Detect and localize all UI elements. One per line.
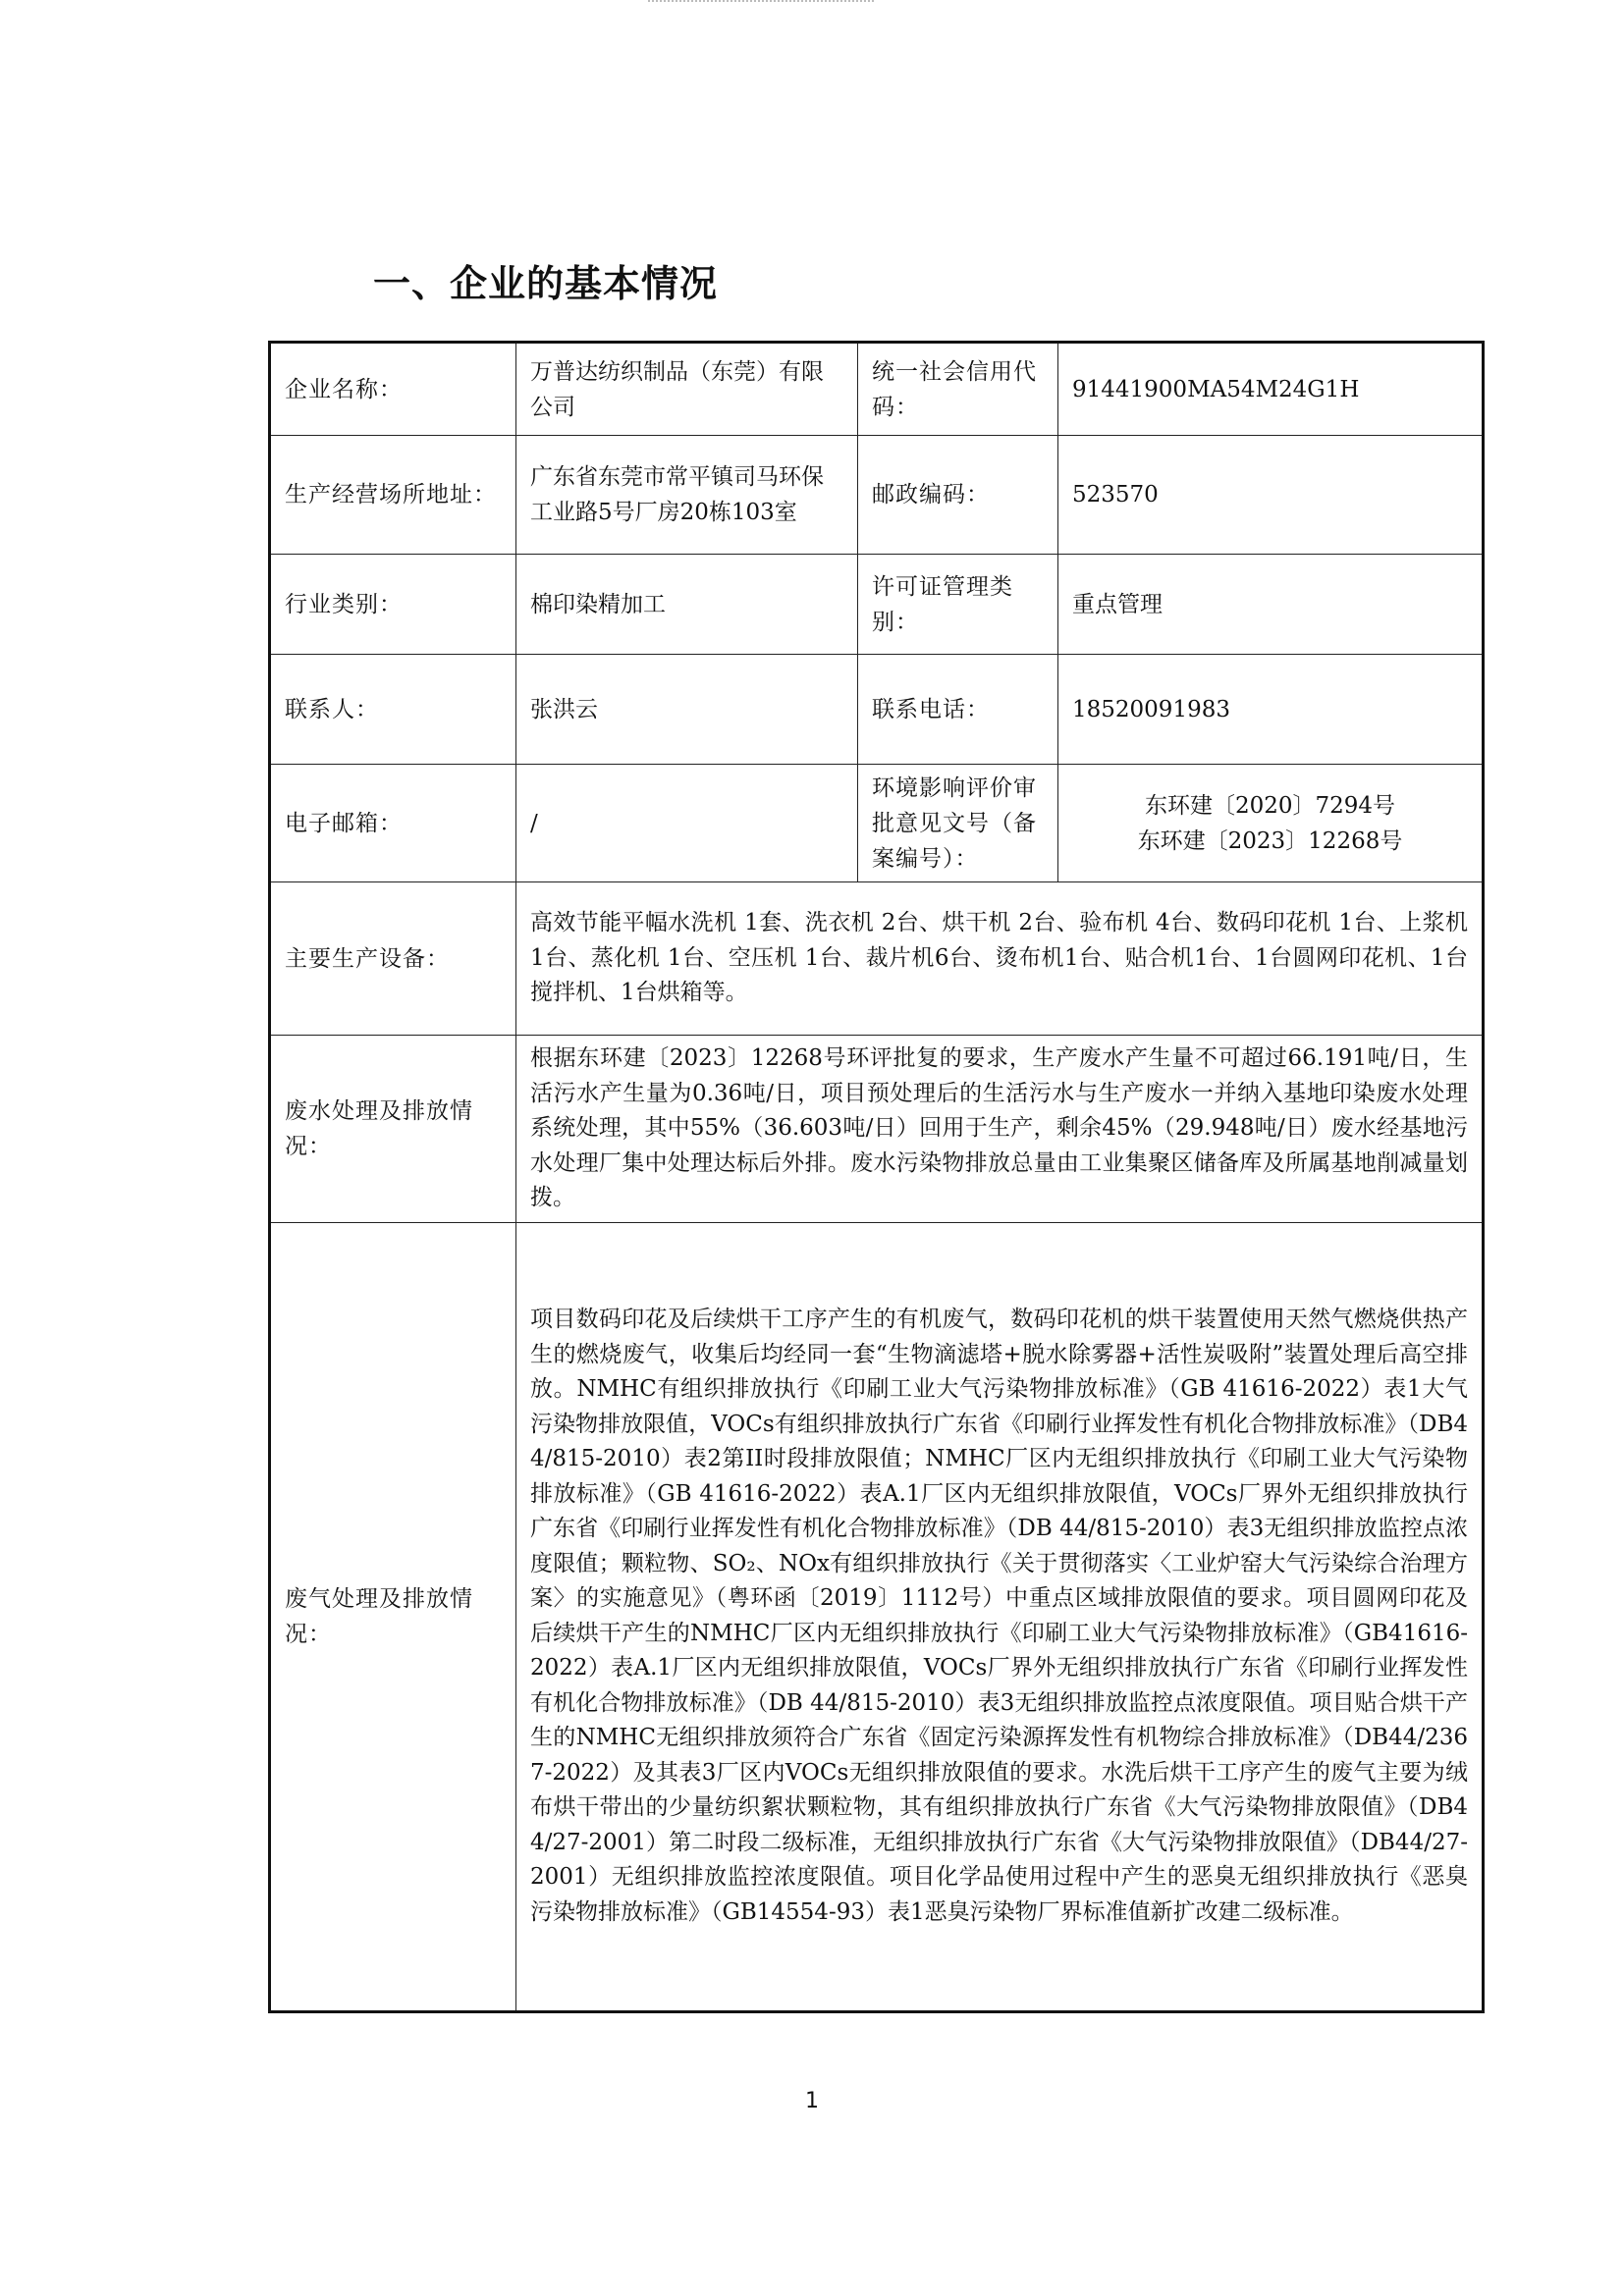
credit-code-label: 统一社会信用代码： (858, 343, 1058, 436)
eia-approval-value (1058, 765, 1484, 882)
row-address (270, 436, 1484, 555)
industry-label: 行业类别： (270, 555, 516, 655)
phone-label: 联系电话： (858, 655, 1058, 765)
row-company-name (270, 343, 1484, 436)
waste-gas-label: 废气处理及排放情况： (270, 1222, 516, 2011)
phone-value: 18520091983 (1058, 655, 1484, 765)
waste-gas-value: 项目数码印花及后续烘干工序产生的有机废气，数码印花机的烘干装置使用天然气燃烧供热产生的燃烧废气，收集后均经同一套“生物滴滤塔+脱水除雾器+活性炭吸附”装置处理后高空排放。NMHC有组织排放执行《印刷工业大气污染物排放标准》（GB 41616-2022）表1大气污染物排放限值，VOCs有组织排放执行广东省《印刷行业挥发性有机化合物排放标准》（DB44/815-2010）表2第II时段排放限值；NMHC厂区内无组织排放执行《印刷工业大气污染物排放标准》（GB 41616-2022）表A.1厂区内无组织排放限值，VOCs厂界外无组织排放执行广东省《印刷行业挥发性有机化合物排放标准》（DB 44/815-2010）表3无组织排放监控点浓度限值；颗粒物、SO₂、NOx有组织排放执行《关于贯彻落实〈工业炉窑大气污染综合治理方案〉的实施意见》（粤环函〔2019〕1112号）中重点区域排放限值的要求。项目圆网印花及后续烘干产生的NMHC厂区内无组织排放执行《印刷工业大气污染物排放标准》（GB41616-2022）表A.1厂区内无组织排放限值，VOCs厂界外无组织排放执行广东省《印刷行业挥发性有机化合物排放标准》（DB 44/815-2010）表3无组织排放监控点浓度限值。项目贴合烘干产生的NMHC无组织排放须符合广东省《固定污染源挥发性有机物综合排放标准》（DB44/2367-2022）及其表3厂区内VOCs无组织排放限值的要求。水洗后烘干工序产生的废气主要为绒布烘干带出的少量纺织絮状颗粒物，其有组织排放执行广东省《大气污染物排放限值》（DB44/27-2001）第二时段二级标准，无组织排放执行广东省《大气污染物排放限值》（DB44/27-2001）无组织排放监控浓度限值。项目化学品使用过程中产生的恶臭无组织排放执行《恶臭污染物排放标准》（GB14554-93）表1恶臭污染物厂界标准值新扩改建二级标准。 (516, 1222, 1484, 2011)
eia-approval-label: 环境影响评价审批意见文号（备案编号）： (858, 765, 1058, 882)
equipment-value: 高效节能平幅水洗机 1套、洗衣机 2台、烘干机 2台、验布机 4台、数码印花机 1台、上浆机 1台、蒸化机 1台、空压机 1台、裁片机6台、烫布机1台、贴合机1台、1台圆网印花机、1台搅拌机、1台烘箱等。 (516, 882, 1484, 1036)
contact-value: 张洪云 (516, 655, 858, 765)
credit-code-value: 91441900MA54M24G1H (1058, 343, 1484, 436)
email-label: 电子邮箱： (270, 765, 516, 882)
enterprise-info-table (268, 341, 1485, 2013)
address-label: 生产经营场所地址： (270, 436, 516, 555)
row-contact (270, 655, 1484, 765)
page-number: 1 (805, 2089, 819, 2113)
row-waste-gas (270, 1222, 1484, 2011)
permit-category-value: 重点管理 (1058, 555, 1484, 655)
postal-code-value: 523570 (1058, 436, 1484, 555)
industry-value: 棉印染精加工 (516, 555, 858, 655)
contact-label: 联系人： (270, 655, 516, 765)
email-value: / (516, 765, 858, 882)
row-wastewater (270, 1036, 1484, 1223)
row-email (270, 765, 1484, 882)
postal-code-label: 邮政编码： (858, 436, 1058, 555)
row-industry (270, 555, 1484, 655)
wastewater-value: 根据东环建〔2023〕12268号环评批复的要求，生产废水产生量不可超过66.191吨/日，生活污水产生量为0.36吨/日，项目预处理后的生活污水与生产废水一并纳入基地印染废水处理系统处理，其中55%（36.603吨/日）回用于生产，剩余45%（29.948吨/日）废水经基地污水处理厂集中处理达标后外排。废水污染物排放总量由工业集聚区储备库及所属基地削减量划拨。 (516, 1036, 1484, 1223)
equipment-label: 主要生产设备： (270, 882, 516, 1036)
section-title: 一、企业的基本情况 (373, 262, 719, 305)
top-scan-marks (648, 0, 874, 6)
permit-category-label: 许可证管理类别： (858, 555, 1058, 655)
eia-approval-number-2: 东环建〔2023〕12268号 (1137, 828, 1403, 854)
address-value: 广东省东莞市常平镇司马环保工业路5号厂房20栋103室 (516, 436, 858, 555)
company-name-label: 企业名称： (270, 343, 516, 436)
wastewater-label: 废水处理及排放情况： (270, 1036, 516, 1223)
row-equipment (270, 882, 1484, 1036)
company-name-value: 万普达纺织制品（东莞）有限公司 (516, 343, 858, 436)
eia-approval-number-1: 东环建〔2020〕7294号 (1144, 792, 1396, 819)
